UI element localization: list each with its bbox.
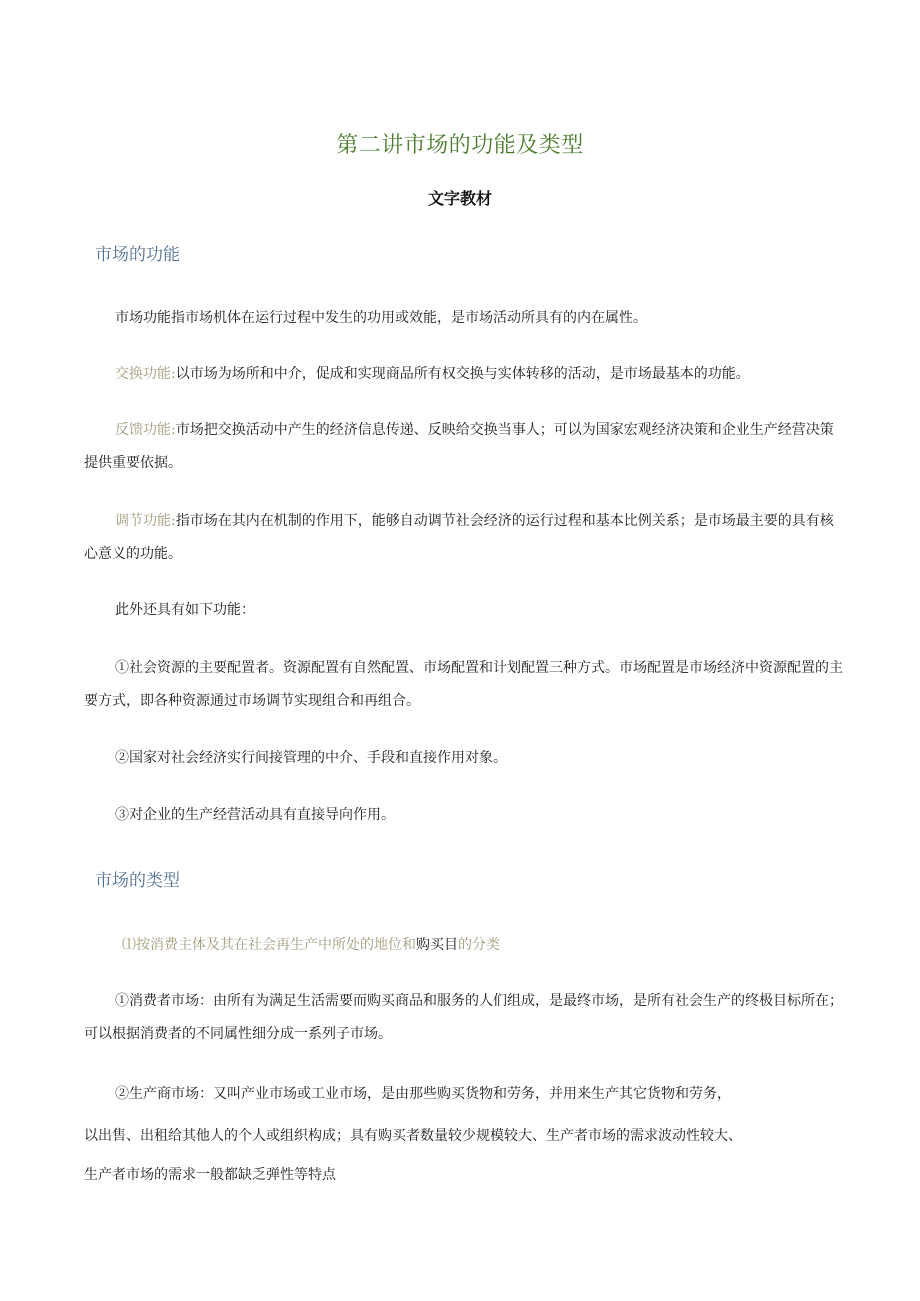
feedback-function-label: 反馈功能: [115,422,176,438]
exchange-function-label: 交换功能: [115,366,176,382]
paragraph-functions-intro: 市场功能指市场机体在运行过程中发生的功用或效能，是市场活动所具有的内在属性。 [115,310,647,326]
paragraph-exchange-function [84,358,844,391]
classification-part-2: 购买目 [416,937,458,953]
paragraph-producer-market-line-3: 生产者市场的需求一般都缺乏弹性等特点 [84,1167,336,1183]
classification-heading [122,934,500,954]
paragraph-producer-market-line-2: 以出售、出租给其他人的个人或组织构成；具有购买者数量较少规模较大、生产者市场的需求波动性较大、 [84,1128,742,1144]
paragraph-producer-market-line-1: ②生产商市场：又叫产业市场或工业市场，是由那些购买货物和劳务，并用来生产其它货物和劳务， [115,1086,731,1102]
paragraph-extra-intro: 此外还具有如下功能： [115,602,255,618]
regulate-function-text: 指市场在其内在机制的作用下，能够自动调节社会经济的运行过程和基本比例关系；是市场最主要的具有核心意义的功能。 [84,513,834,562]
classification-part-3: 的分类 [458,937,500,953]
paragraph-extra-1: ①社会资源的主要配置者。资源配置有自然配置、市场配置和计划配置三种方式。市场配置是市场经济中资源配置的主要方式，即各种资源通过市场调节实现组合和再组合。 [84,660,843,709]
page-subtitle: 文字教材 [427,189,492,208]
paragraph-extra-3: ③对企业的生产经营活动具有直接导向作用。 [115,807,395,823]
paragraph-regulate-function [84,505,844,571]
feedback-function-text: 市场把交换活动中产生的经济信息传递、反映给交换当事人；可以为国家宏观经济决策和企业生产经营决策提供重要依据。 [84,422,834,471]
regulate-function-label: 调节功能: [115,513,176,529]
paragraph-feedback-function [84,414,844,480]
section-heading-types: 市场的类型 [95,871,180,891]
paragraph-consumer-market: ①消费者市场：由所有为满足生活需要而购买商品和服务的人们组成，是最终市场，是所有社会生产的终极目标所在；可以根据消费者的不同属性细分成一系列子市场。 [84,993,843,1042]
exchange-function-text: 以市场为场所和中介，促成和实现商品所有权交换与实体转移的活动，是市场最基本的功能。 [175,366,750,382]
classification-part-1: ⑴按消费主体及其在社会再生产中所处的地位和 [122,937,416,953]
paragraph-extra-2: ②国家对社会经济实行间接管理的中介、手段和直接作用对象。 [115,750,507,766]
page-title: 第二讲市场的功能及类型 [336,133,584,158]
section-heading-functions: 市场的功能 [95,245,180,265]
